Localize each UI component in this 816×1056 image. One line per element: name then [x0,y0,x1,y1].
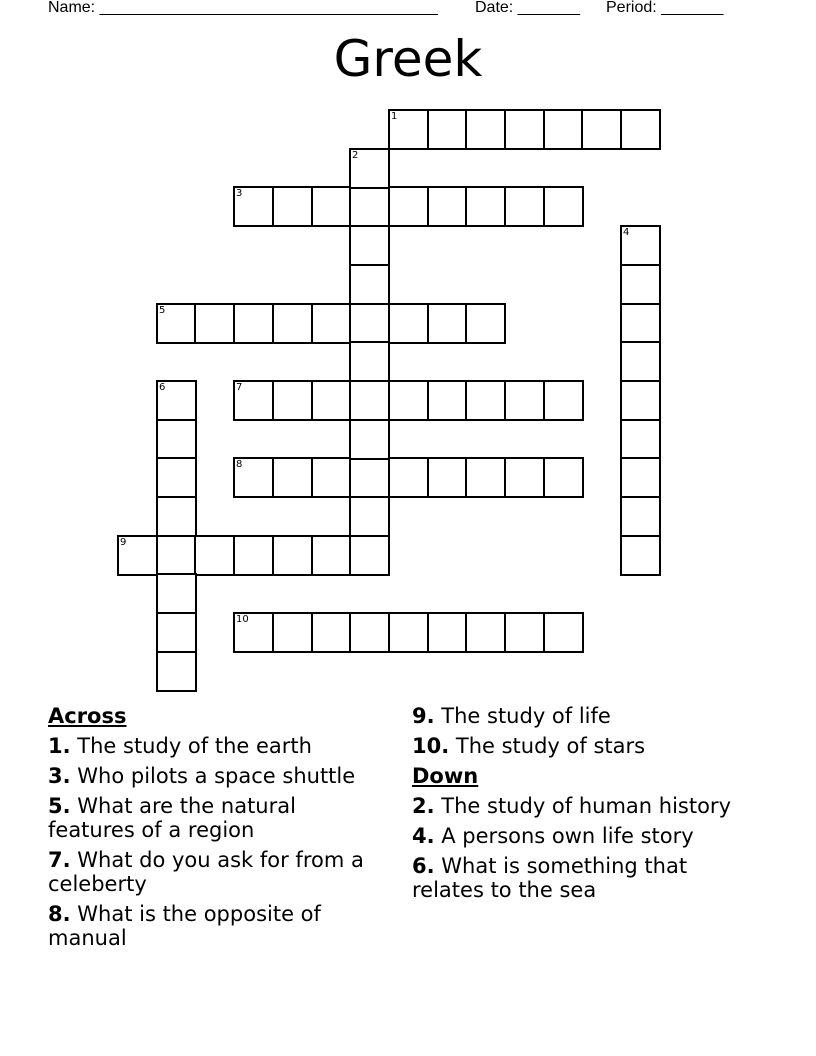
period-blank[interactable]: _______ [661,0,724,16]
clue-item [48,794,388,842]
clue-number-label: 1. [48,734,71,758]
grid-cell[interactable] [388,186,429,227]
grid-cell[interactable] [349,148,390,189]
grid-cell[interactable] [156,651,197,692]
clue-number: 2 [352,150,359,161]
grid-cell[interactable] [388,380,429,421]
grid-cell[interactable] [465,380,506,421]
grid-cell[interactable] [427,186,468,227]
clue-number-label: 7. [48,848,71,872]
grid-cell[interactable] [233,457,274,498]
grid-cell[interactable] [156,457,197,498]
grid-cell[interactable] [427,457,468,498]
clue-item [48,848,388,896]
grid-cell[interactable] [620,341,661,382]
grid-cell[interactable] [156,303,197,344]
grid-cell[interactable] [272,380,313,421]
grid-cell[interactable] [388,303,429,344]
clues-left-column [48,704,388,956]
grid-cell[interactable] [620,419,661,460]
period-label: Period: [606,0,657,16]
clue-item [412,824,752,848]
clue-number-label: 10. [412,734,450,758]
grid-cell[interactable] [427,109,468,150]
clue-item [412,704,752,728]
grid-cell[interactable] [194,535,235,576]
grid-cell[interactable] [543,186,584,227]
grid-cell[interactable] [543,380,584,421]
clue-number-label: 3. [48,764,71,788]
grid-cell[interactable] [465,109,506,150]
grid-cell[interactable] [543,457,584,498]
grid-cell[interactable] [504,457,545,498]
down-heading: Down [412,764,479,788]
grid-cell[interactable] [620,109,661,150]
grid-cell[interactable] [620,457,661,498]
clue-number: 5 [159,305,166,316]
grid-cell[interactable] [349,496,390,537]
clue-text: Who pilots a space shuttle [70,764,356,788]
clue-number: 6 [159,382,166,393]
name-label: Name: [48,0,96,16]
grid-cell[interactable] [504,612,545,653]
clue-text: The study of stars [449,734,646,758]
grid-cell[interactable] [233,612,274,653]
grid-cell[interactable] [311,303,352,344]
grid-cell[interactable] [311,535,352,576]
clue-text: The study of the earth [70,734,312,758]
clue-text: What is the opposite of manual [48,902,321,950]
name-blank[interactable]: ______________________________________ [99,0,438,16]
clue-text: The study of life [434,704,611,728]
clue-number-label: 4. [412,824,435,848]
clue-number-label: 6. [412,854,435,878]
across-clue-list-continued [412,704,752,758]
grid-cell[interactable] [504,380,545,421]
page-title: Greek [333,30,483,88]
clue-item [48,902,388,950]
grid-cell[interactable] [233,186,274,227]
grid-cell[interactable] [620,535,661,576]
grid-cell[interactable] [620,496,661,537]
grid-cell[interactable] [272,612,313,653]
grid-cell[interactable] [349,264,390,305]
grid-cell[interactable] [311,380,352,421]
clue-number-label: 9. [412,704,435,728]
clue-item [48,734,388,758]
grid-cell[interactable] [543,109,584,150]
date-blank[interactable]: _______ [517,0,580,16]
grid-cell[interactable] [620,303,661,344]
clue-text: A persons own life story [434,824,694,848]
across-clue-list [48,734,388,950]
grid-cell[interactable] [620,380,661,421]
grid-cell[interactable] [620,225,661,266]
clue-number-label: 2. [412,794,435,818]
date-label: Date: [475,0,514,16]
grid-cell[interactable] [349,380,390,421]
grid-cell[interactable] [465,186,506,227]
grid-cell[interactable] [233,303,274,344]
grid-cell[interactable] [427,303,468,344]
grid-cell[interactable] [156,612,197,653]
grid-cell[interactable] [504,186,545,227]
clue-item [48,764,388,788]
clue-number: 3 [236,188,243,199]
grid-cell[interactable] [311,457,352,498]
grid-cell[interactable] [311,186,352,227]
grid-cell[interactable] [233,380,274,421]
clue-number-label: 5. [48,794,71,818]
grid-cell[interactable] [504,109,545,150]
grid-cell[interactable] [620,264,661,305]
grid-cell[interactable] [465,303,506,344]
clue-text: What is something that relates to the sea [412,854,688,902]
grid-cell[interactable] [388,612,429,653]
clue-text: The study of human history [434,794,731,818]
grid-cell[interactable] [117,535,158,576]
grid-cell[interactable] [233,535,274,576]
grid-cell[interactable] [427,612,468,653]
grid-cell[interactable] [156,380,197,421]
grid-cell[interactable] [349,535,390,576]
grid-cell[interactable] [349,303,390,344]
across-heading: Across [48,704,127,728]
grid-cell[interactable] [465,457,506,498]
grid-cell[interactable] [543,612,584,653]
clue-text: What do you ask for from a celeberty [48,848,364,896]
clue-number: 8 [236,459,243,470]
grid-cell[interactable] [388,457,429,498]
grid-cell[interactable] [311,612,352,653]
grid-cell[interactable] [156,535,197,576]
clue-item [412,854,752,902]
clue-item [412,794,752,818]
clues-right-column [412,704,752,908]
grid-cell[interactable] [349,457,390,498]
grid-cell[interactable] [272,457,313,498]
clue-number: 9 [120,537,127,548]
grid-cell[interactable] [272,186,313,227]
grid-cell[interactable] [465,612,506,653]
grid-cell[interactable] [156,496,197,537]
grid-cell[interactable] [156,419,197,460]
grid-cell[interactable] [156,573,197,614]
grid-cell[interactable] [194,303,235,344]
grid-cell[interactable] [581,109,622,150]
grid-cell[interactable] [272,535,313,576]
grid-cell[interactable] [272,303,313,344]
grid-cell[interactable] [349,225,390,266]
grid-cell[interactable] [388,109,429,150]
clue-text: What are the natural features of a region [48,794,296,842]
clue-number: 4 [623,227,630,238]
clue-item [412,734,752,758]
grid-cell[interactable] [349,419,390,460]
clue-number: 10 [236,614,249,625]
grid-cell[interactable] [349,186,390,227]
grid-cell[interactable] [427,380,468,421]
clue-number: 1 [391,111,398,122]
grid-cell[interactable] [349,341,390,382]
clue-number-label: 8. [48,902,71,926]
down-clue-list [412,794,752,902]
clue-number: 7 [236,382,243,393]
grid-cell[interactable] [349,612,390,653]
